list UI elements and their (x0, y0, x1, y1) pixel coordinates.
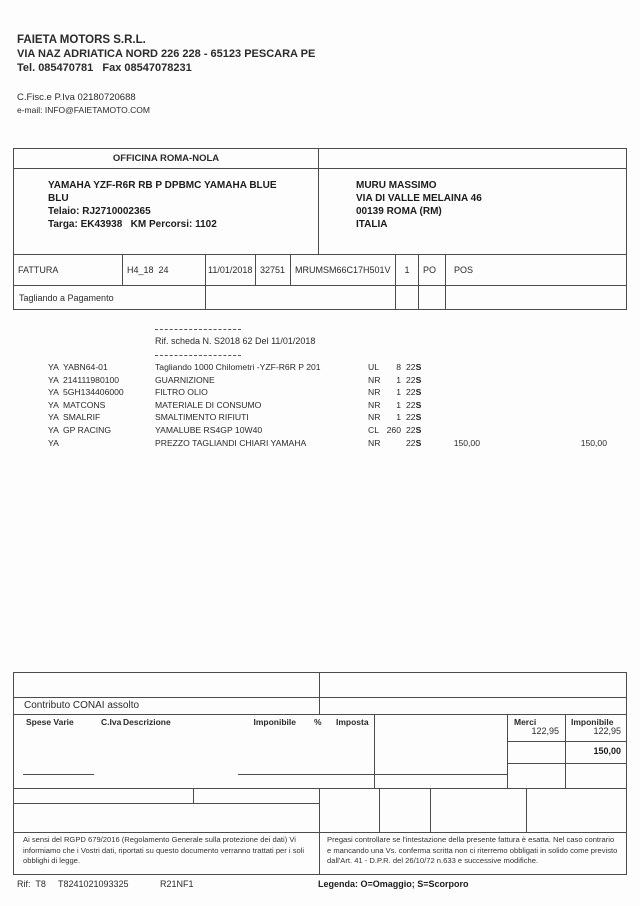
item-row (0, 437, 640, 450)
item-code: 214111980100 (63, 374, 120, 385)
item-prefix: YA (48, 362, 59, 372)
footer-rif-code: T8241021093325 (58, 879, 129, 889)
doc-date-cell (206, 255, 256, 285)
totals-underline (23, 774, 94, 775)
item-quantity: 1 (396, 374, 401, 385)
company-phone-fax: Tel. 085470781 Fax 08547078231 (17, 62, 192, 74)
payment-terms: Tagliando a Pagamento (19, 292, 114, 303)
imponibile-value: 122,95 (593, 726, 621, 736)
item-prefix: YA (48, 374, 59, 385)
divider (319, 832, 320, 875)
item-vat: 22S (406, 437, 422, 448)
divider (319, 673, 320, 714)
item-description: SMALTIMENTO RIFIUTI (155, 412, 249, 423)
divider (14, 832, 626, 833)
item-row (0, 424, 640, 437)
item-code: 5GH134406000 (63, 387, 124, 398)
conai-label: Contributo CONAI assolto (24, 700, 140, 711)
divider (319, 788, 320, 832)
company-fiscal-code: C.Fisc.e P.Iva 02180720688 (17, 92, 136, 103)
customer-name: MURU MASSIMO (356, 180, 437, 191)
payment-cell (14, 286, 206, 309)
divider (374, 714, 375, 788)
po-cell (419, 255, 446, 285)
item-vat: 22S (406, 362, 422, 372)
dashed-separator-top (155, 329, 241, 330)
divider (379, 788, 380, 832)
payment-empty-3 (419, 286, 446, 309)
item-unit: NR (368, 437, 381, 448)
vehicle-info (14, 169, 319, 254)
doc-code-cell (123, 255, 206, 285)
item-total: 150,00 (580, 437, 607, 448)
payment-empty-4 (446, 286, 626, 309)
header-descrizione: Descrizione (123, 717, 171, 727)
header-spese-varie: Spese Varie (26, 717, 74, 727)
item-quantity: 260 (386, 424, 401, 435)
vehicle-customer-row (14, 169, 626, 255)
copies: 1 (404, 265, 410, 275)
customer-fiscal-code: MRUMSM66C17H501V (295, 265, 391, 275)
item-prefix: YA (48, 399, 59, 410)
footer-rif-label: Rif: T8 (17, 879, 46, 889)
header-imponibile: Imponibile (253, 717, 296, 727)
item-unit: NR (368, 399, 381, 410)
divider (14, 803, 319, 804)
doc-type: FATTURA (18, 265, 59, 275)
pos-label: POS (454, 265, 474, 275)
doc-number: 32751 (260, 265, 286, 275)
divider (507, 763, 626, 764)
workshop-title: OFFICINA ROMA-NOLA (112, 153, 220, 164)
customer-info (319, 169, 626, 254)
item-code: SMALRIF (63, 412, 101, 423)
header-civa: C.Iva (101, 717, 122, 727)
item-row (0, 386, 640, 399)
item-row (0, 411, 640, 424)
item-prefix: YA (48, 387, 59, 398)
vehicle-line2: BLU (48, 193, 69, 204)
item-price: 150,00 (453, 437, 480, 448)
customer-country: ITALIA (356, 219, 388, 230)
payment-row (14, 286, 626, 309)
header-imposta: Imposta (336, 717, 369, 727)
vehicle-chassis: Telaio: RJ2710002365 (48, 206, 151, 217)
vehicle-plate-km: Targa: EK43938 KM Percorsi: 1102 (48, 219, 217, 230)
item-row (0, 374, 640, 387)
item-description: Tagliando 1000 Chilometri -YZF-R6R P 201 (155, 362, 321, 372)
divider (14, 788, 626, 789)
divider (14, 697, 626, 698)
invoice-total: 150,00 (593, 746, 621, 756)
footer-rif-code2: R21NF1 (160, 879, 194, 889)
item-quantity: 1 (396, 399, 401, 410)
customer-street: VIA DI VALLE MELAINA 46 (356, 193, 482, 204)
vehicle-line1: YAMAHA YZF-R6R RB P DPBMC YAMAHA BLUE (48, 180, 277, 191)
doc-type-cell (14, 255, 123, 285)
payment-empty-2 (396, 286, 419, 309)
item-unit: UL (368, 362, 379, 372)
item-vat: 22S (406, 424, 422, 435)
item-description: PREZZO TAGLIANDI CHIARI YAMAHA (155, 437, 307, 448)
fiscal-code-cell (291, 255, 396, 285)
invoice-data-row (14, 255, 626, 286)
po-label: PO (423, 265, 437, 275)
item-prefix: YA (48, 412, 59, 423)
item-code: GP RACING (63, 424, 112, 435)
item-description: YAMALUBE RS4GP 10W40 (155, 424, 263, 435)
doc-code: H4_18 24 (127, 265, 169, 275)
workshop-title-empty-cell (319, 149, 626, 168)
item-code: YABN64-01 (63, 362, 108, 372)
item-unit: NR (368, 374, 381, 385)
item-unit: NR (368, 387, 381, 398)
footer-legend: Legenda: O=Omaggio; S=Scorporo (318, 879, 469, 889)
payment-empty-1 (206, 286, 396, 309)
item-description: MATERIALE DI CONSUMO (155, 399, 262, 410)
item-quantity: 1 (396, 387, 401, 398)
item-prefix: YA (48, 437, 59, 448)
header-imponibile-right: Imponibile (571, 717, 614, 727)
divider (193, 788, 194, 803)
doc-date: 11/01/2018 (208, 265, 253, 275)
header-merci: Merci (514, 717, 537, 727)
item-quantity: 8 (396, 362, 401, 372)
company-address: VIA NAZ ADRIATICA NORD 226 228 - 65123 PESCARA PE (17, 48, 316, 60)
item-vat: 22S (406, 387, 422, 398)
divider (507, 741, 626, 742)
workshop-title-row (14, 149, 626, 169)
totals-underline (238, 774, 507, 775)
customer-city: 00139 ROMA (RM) (356, 206, 442, 217)
item-vat: 22S (406, 412, 422, 423)
divider (526, 788, 527, 832)
item-description: GUARNIZIONE (155, 374, 215, 385)
divider (14, 714, 626, 715)
header-percent: % (314, 717, 322, 727)
dashed-separator-bottom (155, 355, 241, 356)
workshop-title-cell (14, 149, 319, 168)
items-table (0, 361, 640, 449)
merci-value: 122,95 (531, 726, 559, 736)
item-row (0, 361, 640, 374)
item-vat: 22S (406, 374, 422, 385)
pos-cell (446, 255, 626, 285)
company-email: e-mail: INFO@FAIETAMOTO.COM (17, 105, 150, 115)
item-unit: CL (368, 424, 379, 435)
doc-number-cell (256, 255, 291, 285)
divider (430, 788, 431, 832)
verification-notice: Pregasi controllare se l'intestazione della presente fattura è esatta. Nel caso contrario e mancando una Vs. conferma scritta non ci riterremo obbligati in solido come previsto dall'Art. 41 - D.P.R. del 26/10/72 n.633 e successive modifiche. (327, 835, 618, 866)
summary-box (13, 672, 627, 875)
company-name: FAIETA MOTORS S.R.L. (17, 34, 146, 46)
privacy-notice: Ai sensi del RGPD 679/2016 (Regolamento Generale sulla protezione dei dati) Vi informiamo che i Vostri dati, riportati su questo documento verranno trattati per i soli obblighi di legge. (23, 835, 305, 866)
item-prefix: YA (48, 424, 59, 435)
invoice-header-box (13, 148, 627, 310)
item-code: MATCONS (63, 399, 106, 410)
item-quantity: 1 (396, 412, 401, 423)
job-sheet-reference: Rif. scheda N. S2018 62 Del 11/01/2018 (155, 336, 316, 346)
item-vat: 22S (406, 399, 422, 410)
item-unit: NR (368, 412, 381, 423)
copies-cell (396, 255, 419, 285)
item-description: FILTRO OLIO (155, 387, 208, 398)
item-row (0, 399, 640, 412)
